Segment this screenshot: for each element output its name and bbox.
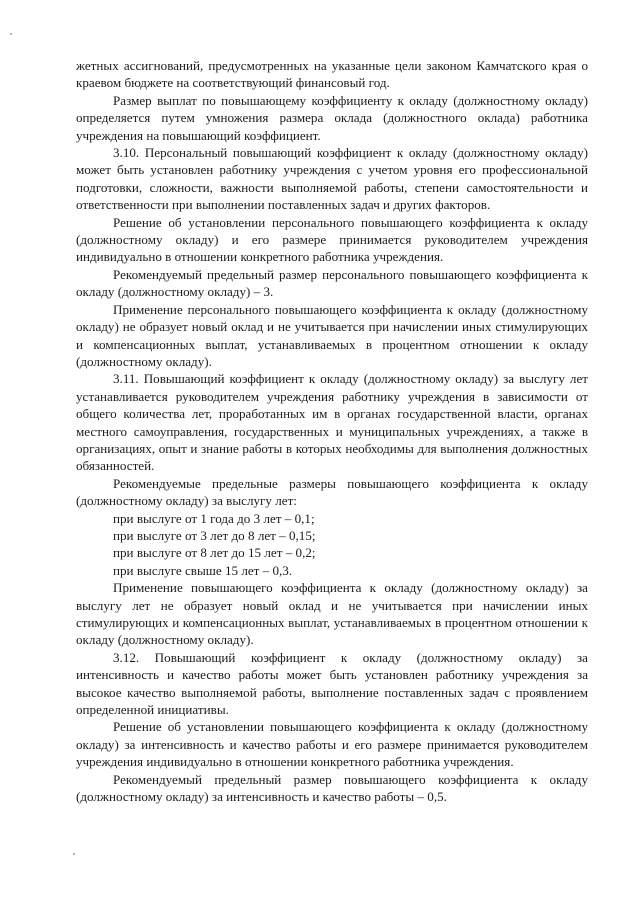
list-item: при выслуге от 1 года до 3 лет – 0,1; xyxy=(113,510,315,526)
paragraph-intensity-coefficient-decision: Решение об установлении повышающего коэффициента к окладу (должностному окладу) за интенсивность и качество работы и его размере принимается руководителем учреждения индивидуально в отношении конкретного работника учреждения. xyxy=(76,719,588,770)
list-item: при выслуге от 8 лет до 15 лет – 0,2; xyxy=(113,545,316,561)
paragraph-3-12-intensity-coefficient: 3.12. Повышающий коэффициент к окладу (должностному окладу) за интенсивность и качество работы может быть установлен работнику учреждения за высокое качество выполняемой работы, выполнение поставленных задач с проявлением определенной инициативы. xyxy=(76,649,588,718)
paragraph-payment-size: Размер выплат по повышающему коэффициенту к окладу (должностному окладу) определяется путем умножения размера оклада (должностного оклада) работника учреждения на повышающий коэффициент. xyxy=(76,92,588,143)
paragraph-seniority-limits-intro: Рекомендуемые предельные размеры повышающего коэффициента к окладу (должностному окладу) за выслугу лет: xyxy=(76,475,588,509)
paragraph-intensity-coefficient-limit: Рекомендуемый предельный размер повышающего коэффициента к окладу (должностному окладу) за интенсивность и качество работы – 0,5. xyxy=(76,771,588,805)
seniority-list xyxy=(76,510,588,580)
scan-speck xyxy=(10,33,12,35)
paragraph-personal-coefficient-limit: Рекомендуемый предельный размер персонального повышающего коэффициента к окладу (должностному окладу) – 3. xyxy=(76,266,588,300)
paragraph-personal-coefficient-application: Применение персонального повышающего коэффициента к окладу (должностному окладу) не образует новый оклад и не учитывается при начислении иных стимулирующих и компенсационных выплат, устанавливаемых в процентном отношении к окладу (должностному окладу). xyxy=(76,301,588,369)
document-page xyxy=(76,57,588,805)
paragraph-seniority-coefficient-application: Применение повышающего коэффициента к окладу (должностному окладу) за выслугу лет не образует новый оклад и не учитывается при начислении иных стимулирующих и компенсационных выплат, устанавливаемых в процентном отношении к окладу (должностному окладу). xyxy=(76,580,588,648)
scan-speck xyxy=(73,853,75,855)
paragraph-personal-coefficient-decision: Решение об установлении персонального повышающего коэффициента к окладу (должностному окладу) и его размере принимается руководителем учреждения индивидуально в отношении конкретного работника учреждения. xyxy=(76,214,588,265)
paragraph-3-10-personal-coefficient: 3.10. Персональный повышающий коэффициент к окладу (должностному окладу) может быть установлен работнику учреждения с учетом уровня его профессиональной подготовки, сложности, важности выполняемой работы, степени самостоятельности и ответственности при выполнении поставленных задач и других факторов. xyxy=(76,145,588,213)
list-item: при выслуге свыше 15 лет – 0,3. xyxy=(113,562,293,578)
paragraph-budget-continuation: жетных ассигнований, предусмотренных на указанные цели законом Камчатского края о краевом бюджете на соответствующий финансовый год. xyxy=(76,58,588,91)
list-item: при выслуге от 3 лет до 8 лет – 0,15; xyxy=(113,527,316,543)
paragraph-3-11-seniority-coefficient: 3.11. Повышающий коэффициент к окладу (должностному окладу) за выслугу лет устанавливается руководителем учреждения работнику учреждения в зависимости от общего количества лет, проработанных им в органах государственной власти, органах местного самоуправления, государственных и муниципальных учреждениях, а также в организациях, опыт и знание работы в которых необходимы для выполнения должностных обязанностей. xyxy=(76,371,588,474)
